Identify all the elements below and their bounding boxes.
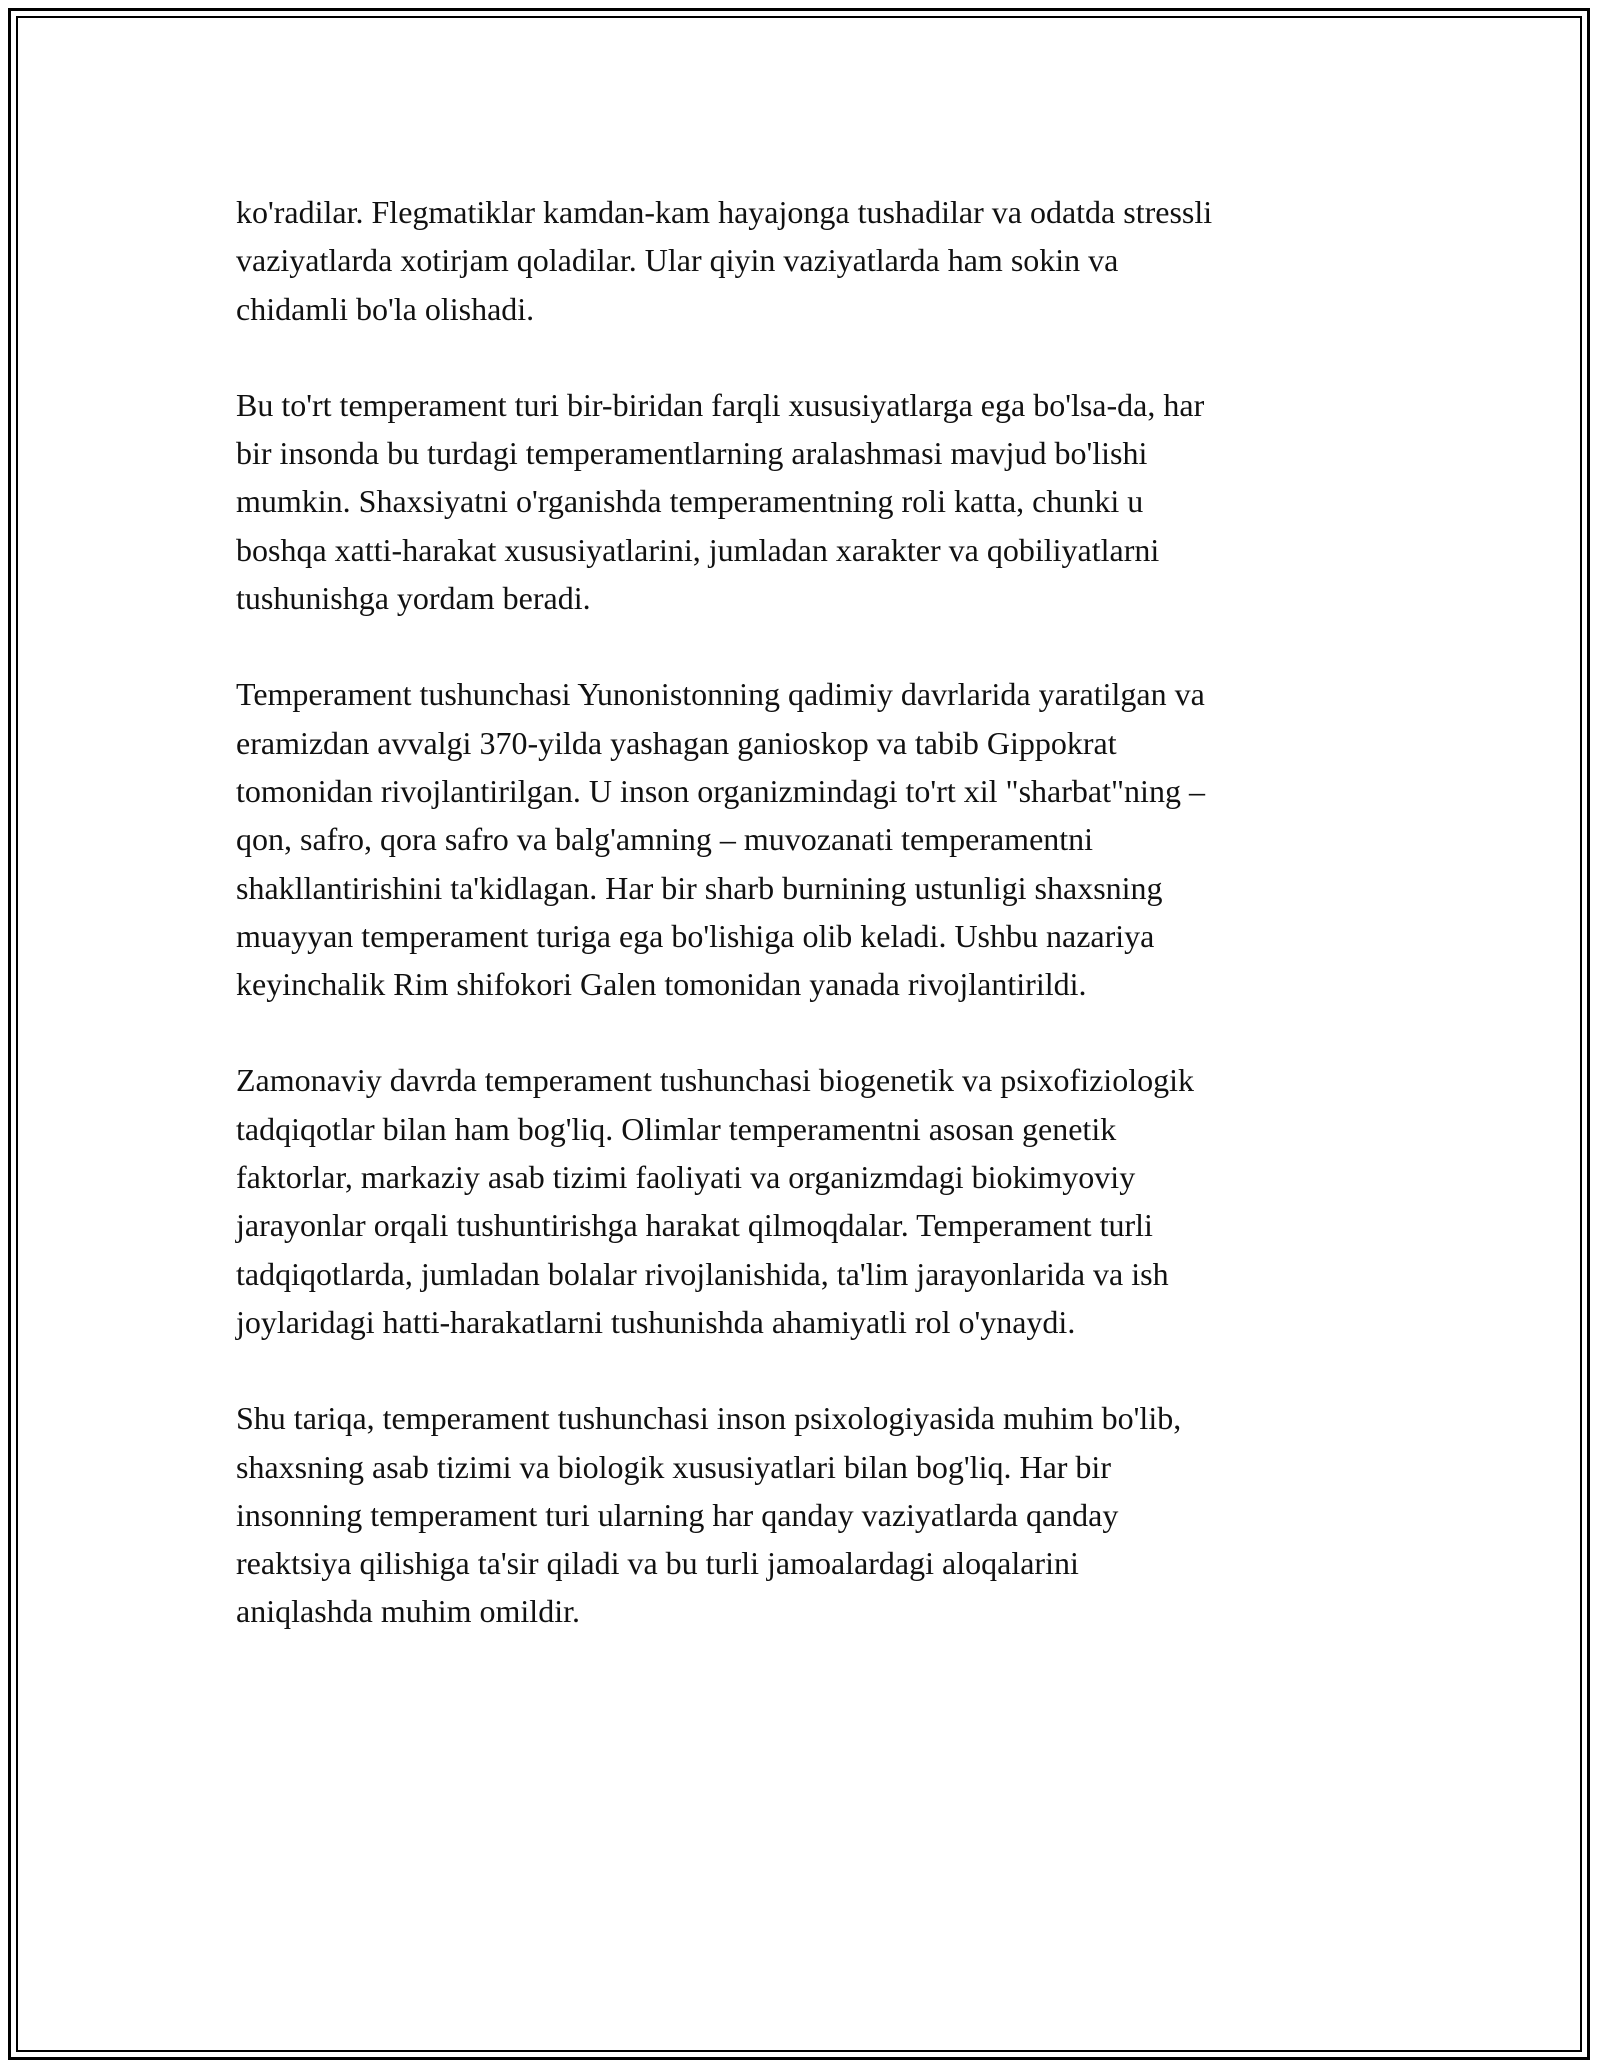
text-line: bir insonda bu turdagi temperamentlarning aralashmasi mavjud bo'lishi [236, 435, 1148, 472]
document-body [236, 188, 1366, 1684]
text-line: Temperament tushunchasi Yunonistonning qadimiy davrlarida yaratilgan va [236, 676, 1205, 713]
text-line: eramizdan avvalgi 370-yilda yashagan ganioskop va tabib Gippokrat [236, 724, 1117, 761]
text-line: tomonidan rivojlantirilgan. U inson organizmindagi to'rt xil "sharbat"ning – [236, 772, 1205, 809]
text-line: mumkin. Shaxsiyatni o'rganishda temperamentning roli katta, chunki u [236, 483, 1144, 520]
text-line: vaziyatlarda xotirjam qoladilar. Ular qiyin vaziyatlarda ham sokin va [236, 242, 1119, 279]
text-line: insonning temperament turi ularning har qanday vaziyatlarda qanday [236, 1496, 1119, 1533]
text-line: shakllantirishini ta'kidlagan. Har bir sharb burnining ustunligi shaxsning [236, 869, 1163, 906]
text-line: ko'radilar. Flegmatiklar kamdan-kam hayajonga tushadilar va odatda stressli [236, 194, 1213, 230]
text-line: Shu tariqa, temperament tushunchasi inson psixologiyasida muhim bo'lib, [236, 1400, 1182, 1437]
text-line: aniqlashda muhim omildir. [236, 1593, 580, 1630]
text-line: tadqiqotlar bilan ham bog'liq. Olimlar temperamentni asosan genetik [236, 1110, 1117, 1147]
text-line: Zamonaviy davrda temperament tushunchasi biogenetik va psixofiziologik [236, 1062, 1194, 1099]
text-line: jarayonlar orqali tushuntirishga harakat qilmoqdalar. Temperament turli [236, 1207, 1153, 1244]
text-line: qon, safro, qora safro va balg'amning – muvozanati temperamentni [236, 821, 1094, 858]
text-line: faktorlar, markaziy asab tizimi faoliyati va organizmdagi biokimyoviy [236, 1159, 1136, 1196]
paragraph-5 [236, 1394, 1366, 1635]
text-line: Bu to'rt temperament turi bir-biridan farqli xususiyatlarga ega bo'lsa-da, har [236, 386, 1205, 423]
text-line: tushunishga yordam beradi. [236, 580, 591, 617]
paragraph-3 [236, 670, 1366, 1008]
paragraph-4 [236, 1056, 1366, 1346]
text-line: reaktsiya qilishiga ta'sir qiladi va bu turli jamoalardagi aloqalarini [236, 1545, 1079, 1582]
text-line: tadqiqotlarda, jumladan bolalar rivojlanishida, ta'lim jarayonlarida va ish [236, 1255, 1169, 1292]
text-line: muayyan temperament turiga ega bo'lishiga olib keladi. Ushbu nazariya [236, 917, 1155, 954]
paragraph-1 [236, 188, 1366, 333]
text-line: chidamli bo'la olishadi. [236, 290, 535, 327]
text-line: shaxsning asab tizimi va biologik xususiyatlari bilan bog'liq. Har bir [236, 1448, 1111, 1485]
paragraph-2 [236, 381, 1366, 622]
text-line: joylaridagi hatti-harakatlarni tushunishda ahamiyatli rol o'ynaydi. [236, 1303, 1076, 1340]
text-line: boshqa xatti-harakat xususiyatlarini, jumladan xarakter va qobiliyatlarni [236, 531, 1160, 568]
text-line: keyinchalik Rim shifokori Galen tomonidan yanada rivojlantirildi. [236, 966, 1087, 1003]
